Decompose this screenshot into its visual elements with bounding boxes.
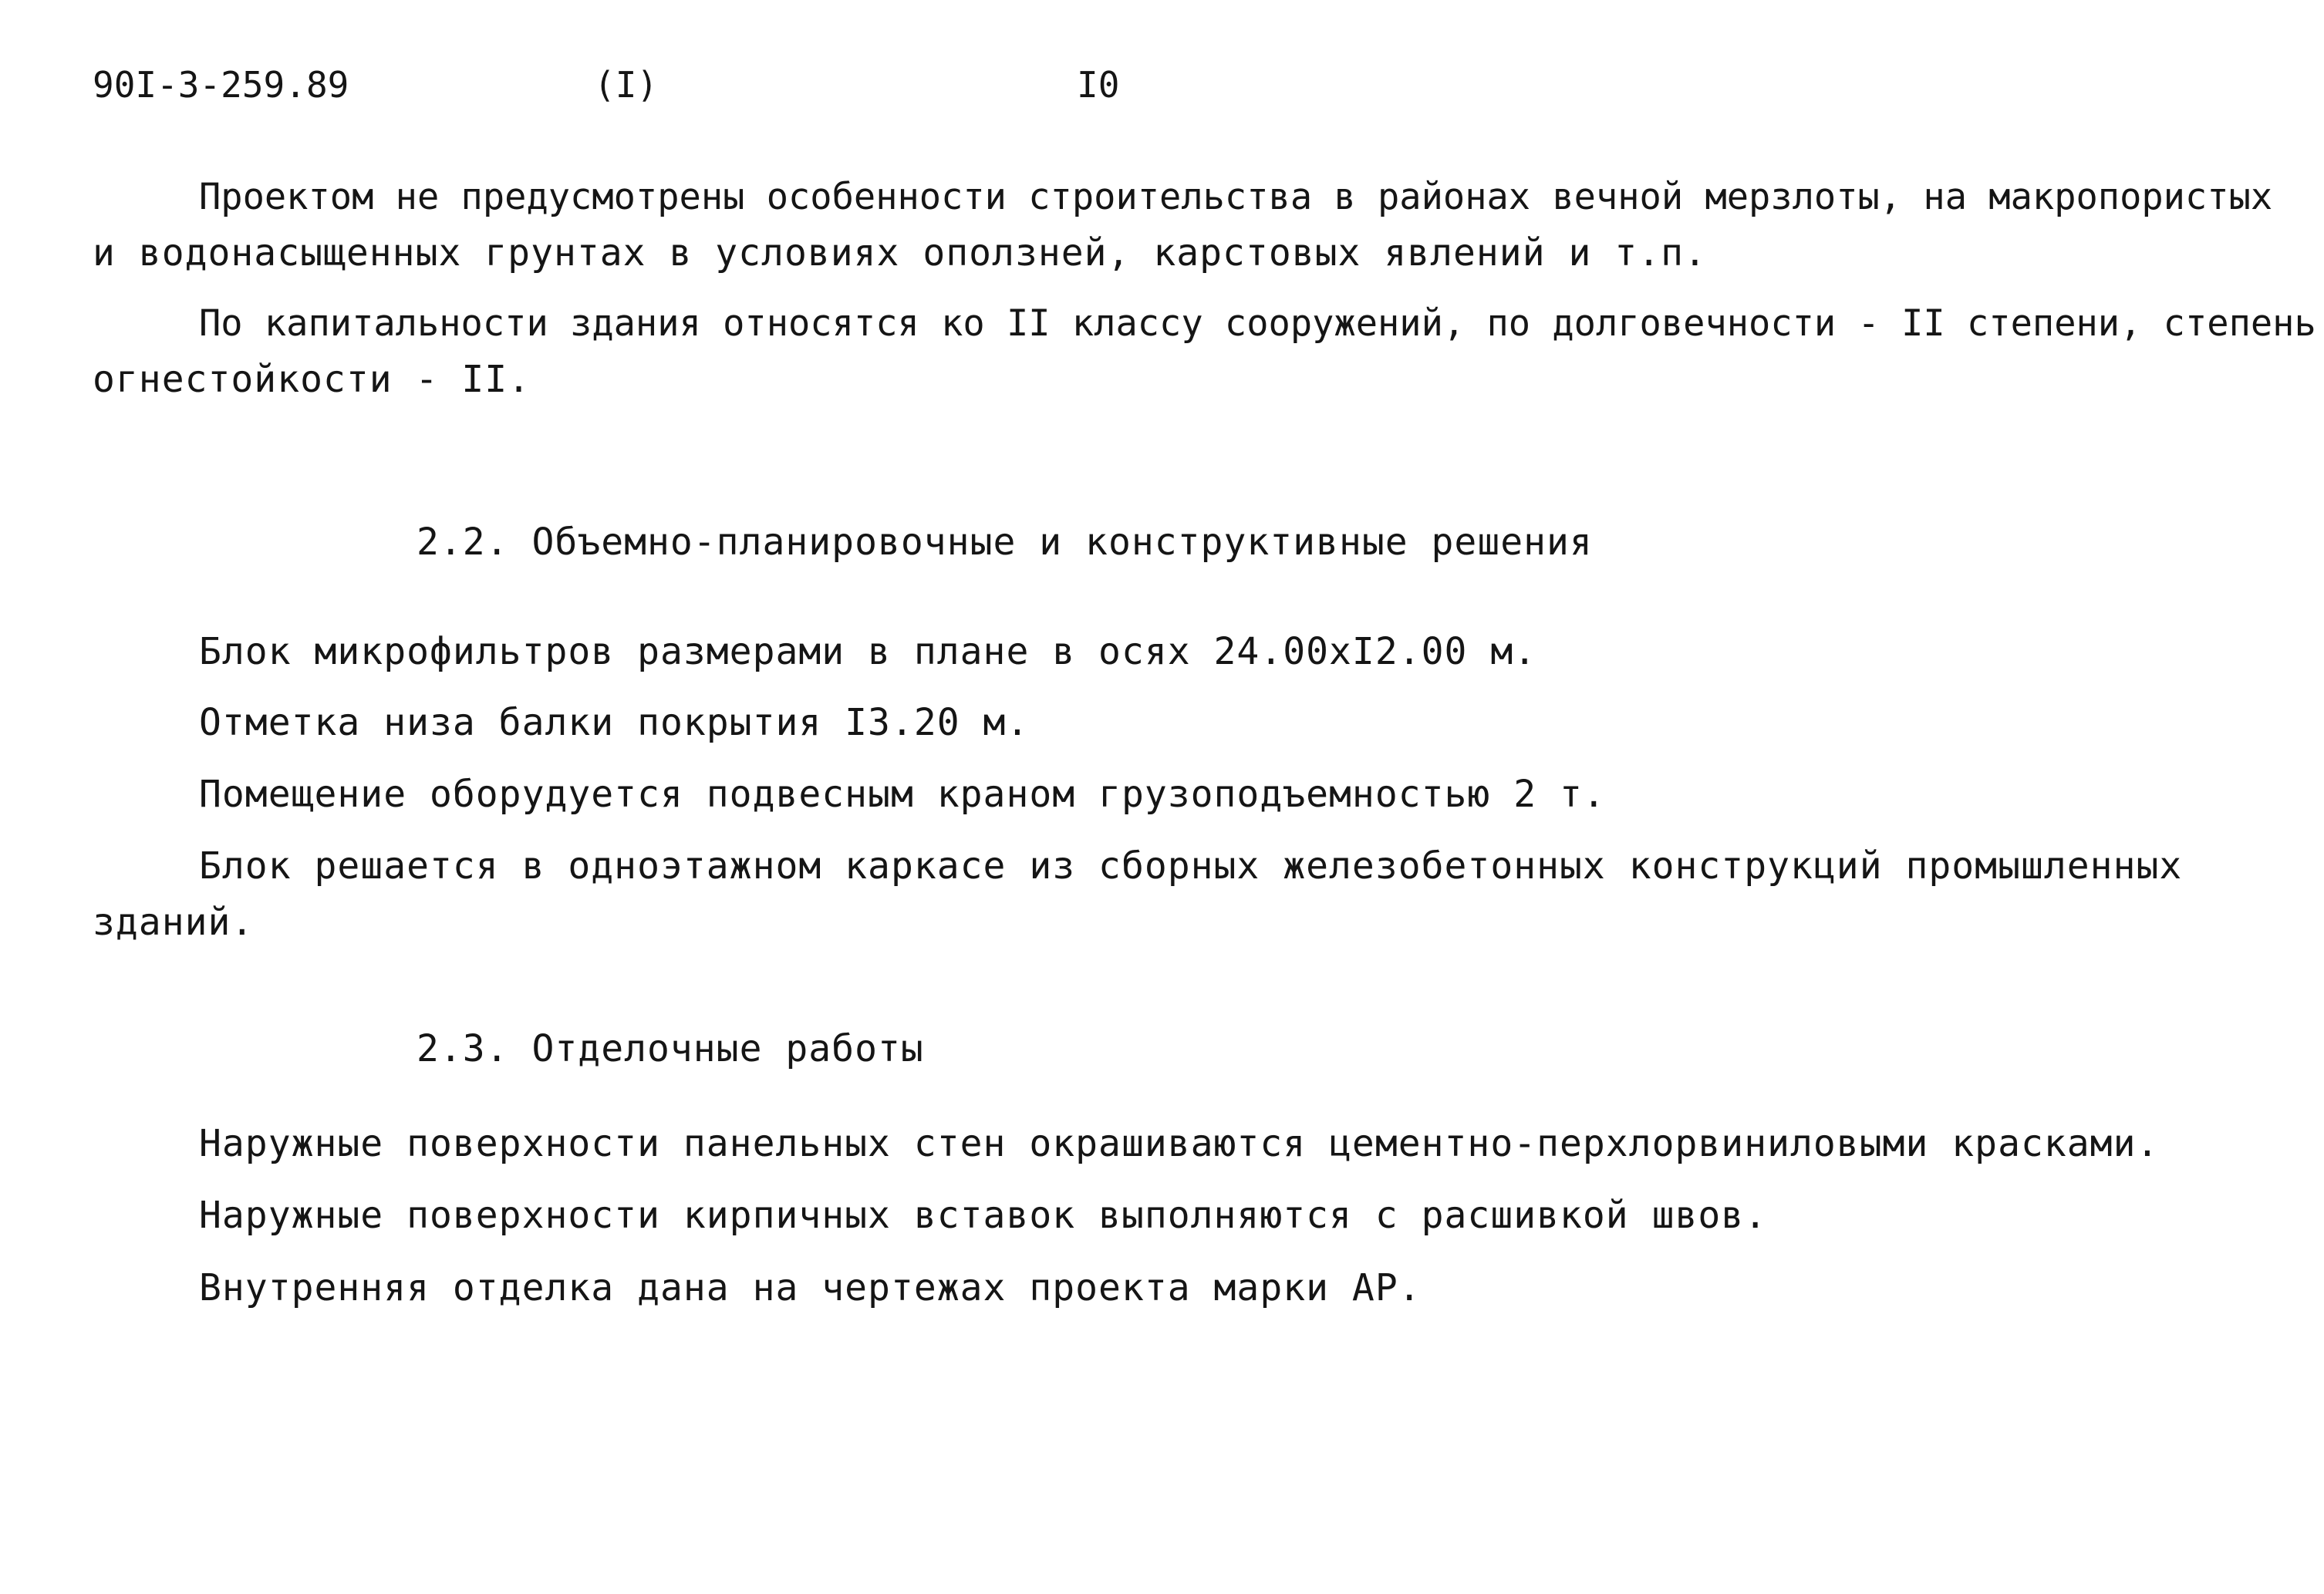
section-2-2-heading: 2.2. Объемно-планировочные и конструктивные решения xyxy=(417,521,1593,564)
intro-paragraph-2-line-1: По капитальности здания относятся ко II классу сооружений, по долговечности - II степени, степень xyxy=(199,302,2316,345)
section-2-2-line-5: зданий. xyxy=(93,901,255,944)
intro-paragraph-2-line-2: огнестойкости - II. xyxy=(93,358,531,401)
document-code: 90I-3-259.89 xyxy=(93,64,349,106)
section-2-3-line-2: Наружные поверхности кирпичных вставок выполняются с расшивкой швов. xyxy=(199,1194,1768,1237)
section-2-2-line-2: Отметка низа балки покрытия I3.20 м. xyxy=(199,701,1030,744)
section-2-3-heading: 2.3. Отделочные работы xyxy=(417,1027,924,1070)
section-2-2-line-4: Блок решается в одноэтажном каркасе из сборных железобетонных конструкций промышленных xyxy=(199,844,2183,888)
document-part: (I) xyxy=(594,64,659,106)
section-2-3-line-3: Внутренняя отделка дана на чертежах проекта марки АР. xyxy=(199,1266,1422,1309)
intro-paragraph-1-line-1: Проектом не предусмотрены особенности строительства в районах вечной мерзлоты, на макропористых xyxy=(199,176,2273,218)
section-2-2-line-3: Помещение оборудуется подвесным краном грузоподъемностью 2 т. xyxy=(199,773,1606,816)
section-2-3-line-1: Наружные поверхности панельных стен окрашиваются цементно-перхлорвиниловыми красками. xyxy=(199,1122,2160,1165)
intro-paragraph-1-line-2: и водонасыщенных грунтах в условиях оползней, карстовых явлений и т.п. xyxy=(93,231,1707,275)
section-2-2-line-1: Блок микрофильтров размерами в плане в осях 24.00xI2.00 м. xyxy=(199,630,1537,673)
page-number: I0 xyxy=(1077,64,1120,106)
